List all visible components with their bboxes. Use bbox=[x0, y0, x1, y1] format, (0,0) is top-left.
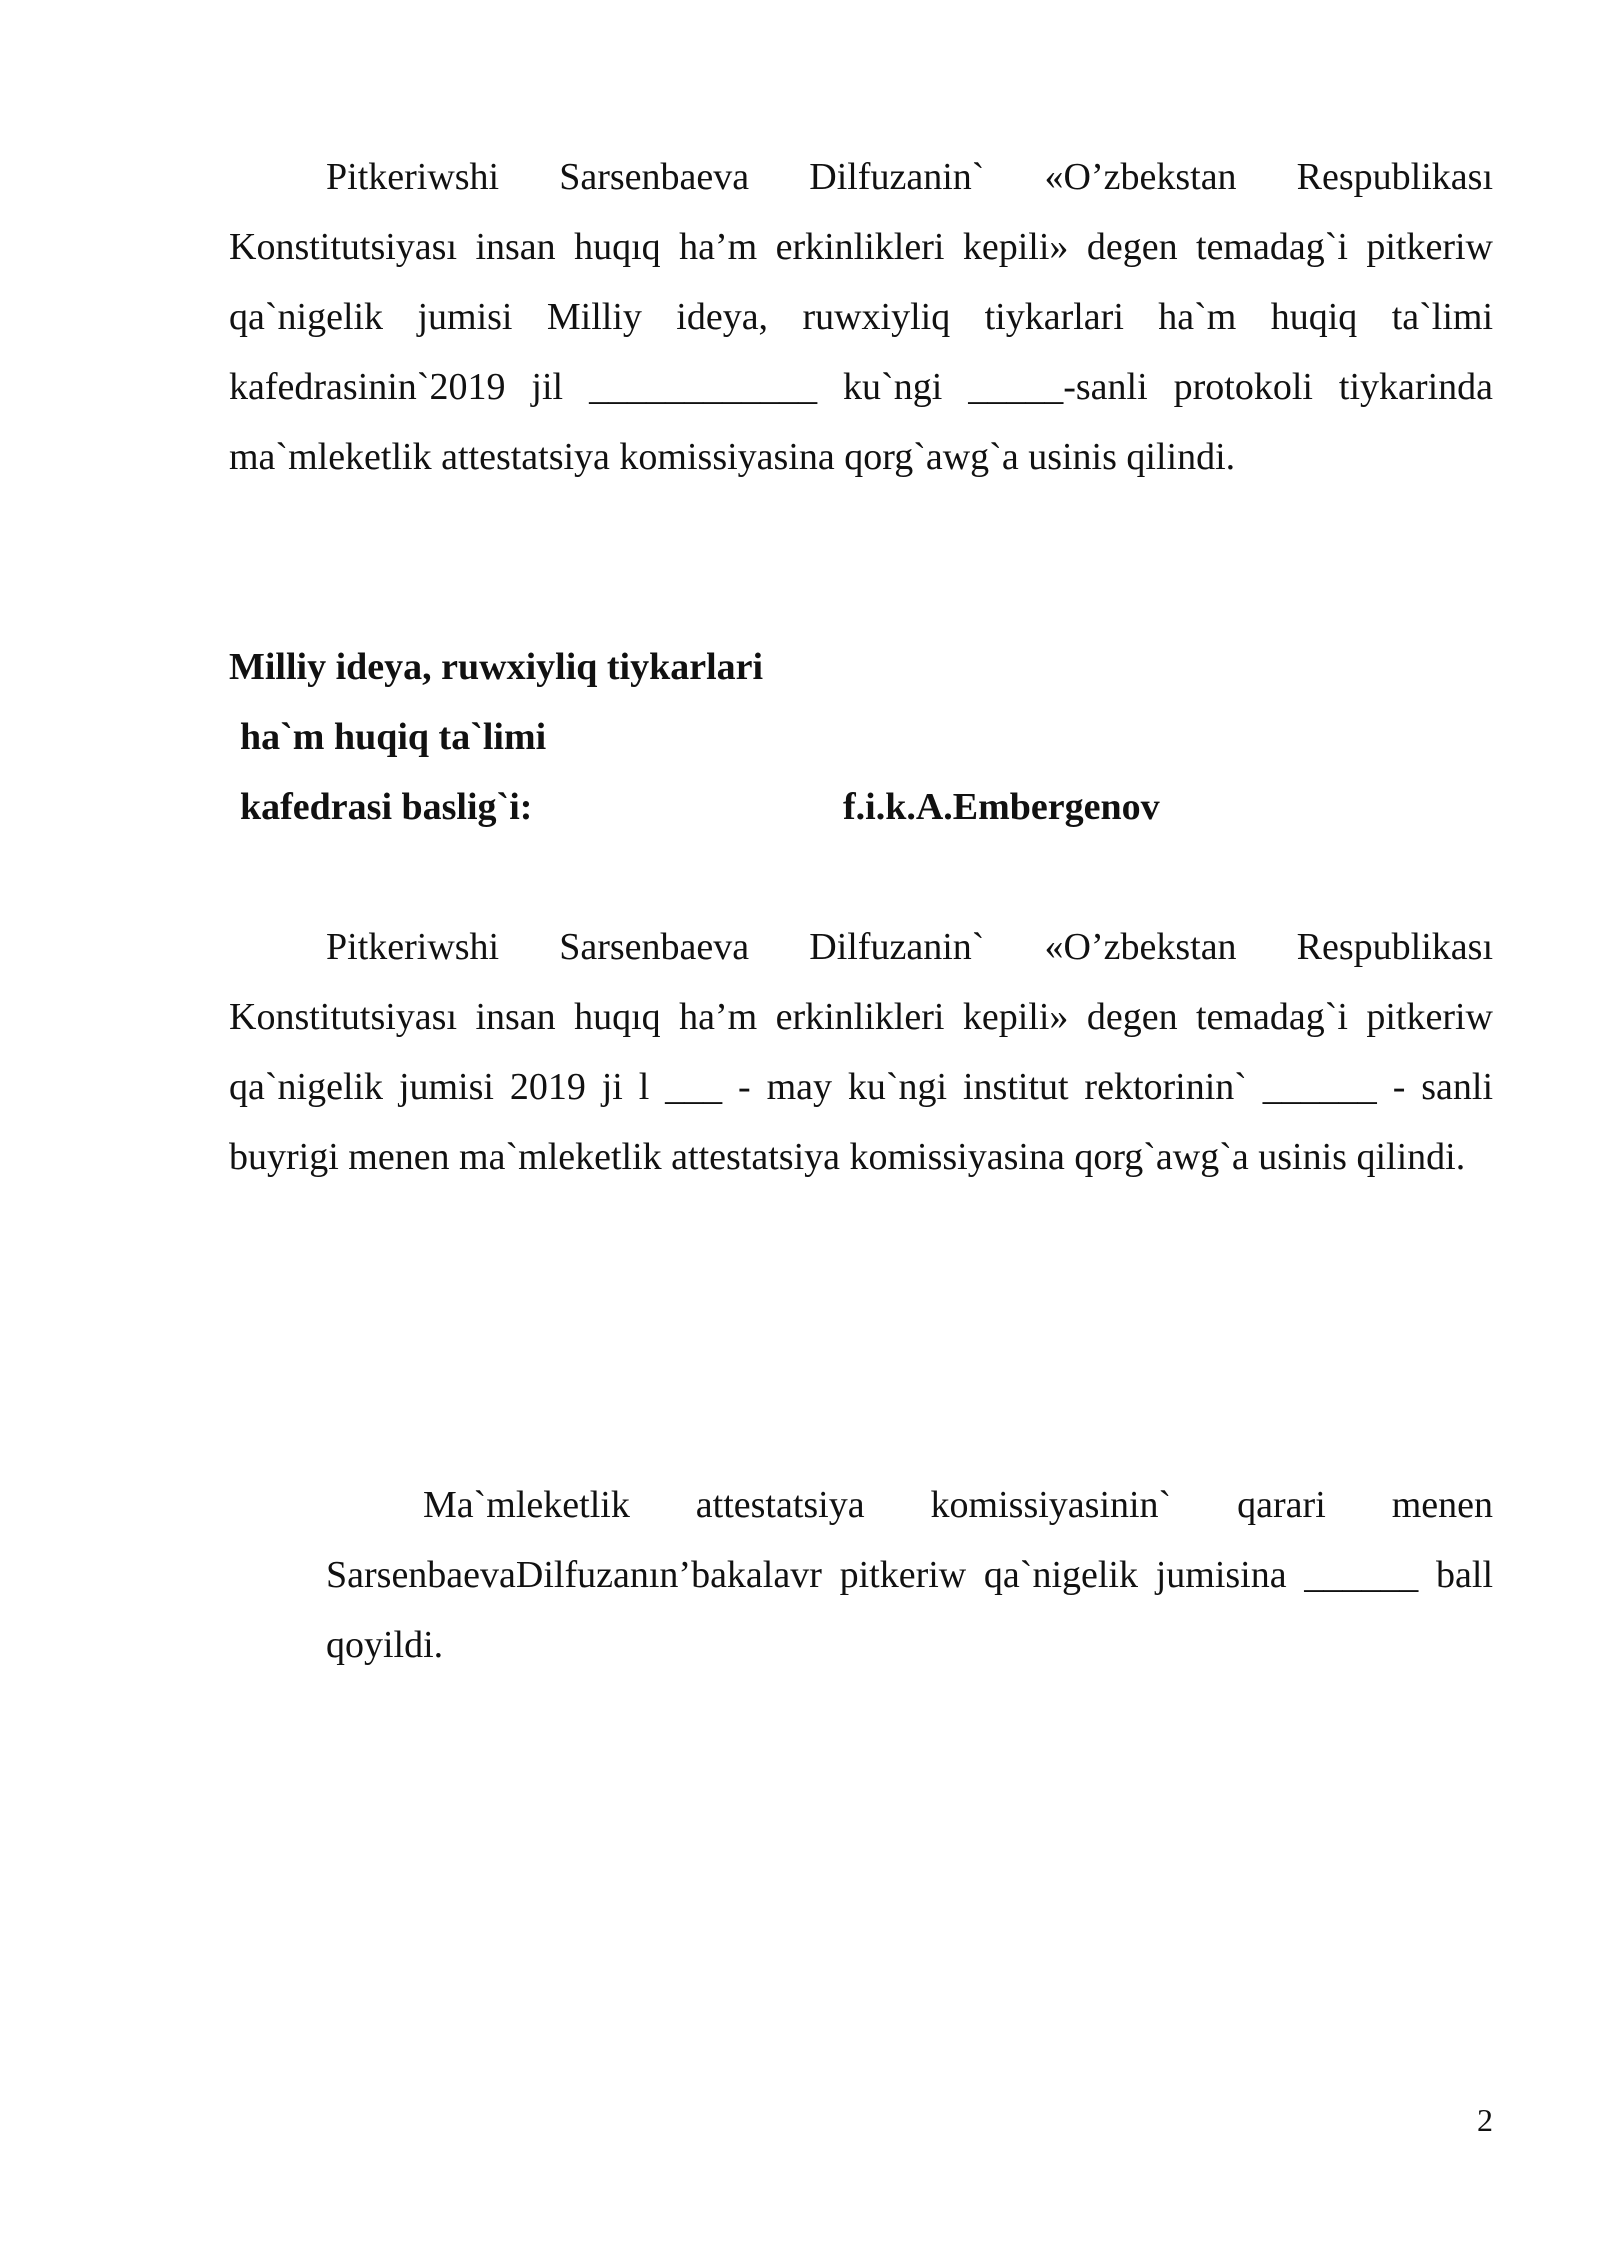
department-submission-paragraph: Pitkeriwshi Sarsenbaeva Dilfuzanin` «O’zbekstan Respublikası Konstitutsiyası insan huqıq ha’m erkinlikleri kepili» degen temadag`i pitkeriw qa`nigelik jumisi Milliy ideya, ruwxiyliq tiykarlari ha`m huqiq ta`limi kafedrasinin`2019 jil ____________ ku`ngi _____-sanli protokoli tiykarinda ma`mleketlik attestatsiya komissiyasina qorg`awg`a usinis qilindi. bbox=[229, 156, 1493, 478]
department-name-line-2: ha`m huqiq ta`limi bbox=[240, 716, 547, 758]
page-number: 2 bbox=[1477, 2102, 1493, 2138]
department-head-title: kafedrasi baslig`i: bbox=[240, 786, 533, 828]
commission-decision-paragraph: Ma`mleketlik attestatsiya komissiyasinin` qarari menen SarsenbaevaDilfuzanın’bakalavr pitkeriw qa`nigelik jumisina ______ ball qoyildi. bbox=[326, 1484, 1493, 1666]
rector-submission-paragraph: Pitkeriwshi Sarsenbaeva Dilfuzanin` «O’zbekstan Respublikası Konstitutsiyası insan huqıq ha’m erkinlikleri kepili» degen temadag`i pitkeriw qa`nigelik jumisi 2019 ji l ___ - may ku`ngi institut rektorinin` ______ - sanli buyrigi menen ma`mleketlik attestatsiya komissiyasina qorg`awg`a usinis qilindi. bbox=[229, 926, 1493, 1178]
department-head-name: f.i.k.A.Embergenov bbox=[843, 786, 1160, 828]
department-name-line-1: Milliy ideya, ruwxiyliq tiykarlari bbox=[229, 646, 764, 688]
